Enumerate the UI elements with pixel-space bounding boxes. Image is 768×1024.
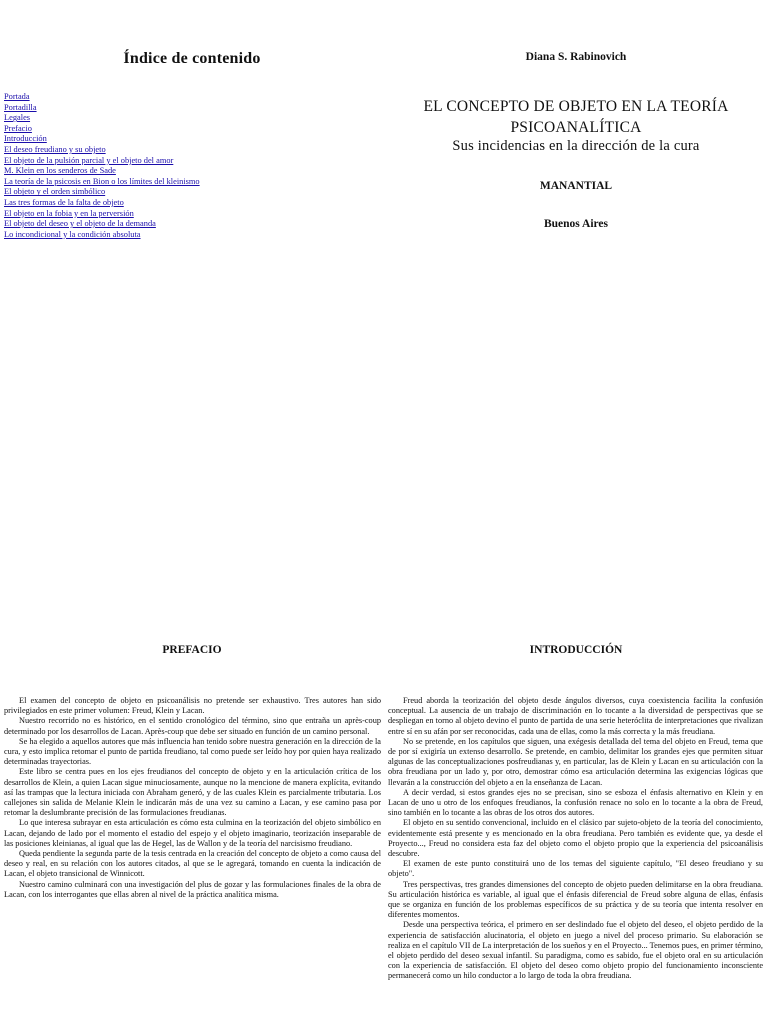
toc-item[interactable] xyxy=(4,187,374,198)
toc-item[interactable] xyxy=(4,198,374,209)
toc-item[interactable] xyxy=(4,134,374,145)
paragraph: Nuestro recorrido no es histórico, en el sentido cronológico del término, sino que entraña un après-coup determinado por los desarrollos de Lacan. Après-coup que debe ser situado en función de un camino personal. xyxy=(4,716,381,736)
book-title-line: PSICOANALÍTICA xyxy=(510,119,642,136)
publisher-city: Buenos Aires xyxy=(543,218,608,230)
paragraph: No se pretende, en los capítulos que siguen, una exégesis detallada del tema del objeto en Freud, tema que de por sí exigiría un extenso desarrollo. Se pretende, en cambio, delimitar los grandes ejes que permiten situar algunas de las conceptualizaciones posfreudianas y, en particular, las de Klein y Lacan en su articulación con la obra freudiana por un lado y, por otro, demostrar cómo esa articulación determina las exigencias lógicas que llevarán a la construcción del objeto a en la enseñanza de Lacan. xyxy=(388,736,763,787)
toc-link-incondicional[interactable]: Lo incondicional y la condición absoluta xyxy=(4,229,141,239)
toc-item[interactable] xyxy=(4,166,374,177)
toc-item[interactable] xyxy=(4,124,374,135)
toc-link-fobia-perversion[interactable]: El objeto en la fobia y en la perversión xyxy=(4,208,134,218)
toc-item[interactable] xyxy=(4,177,374,188)
toc-item[interactable] xyxy=(4,209,374,220)
toc-item[interactable] xyxy=(4,92,374,103)
toc-link-klein-sade[interactable]: M. Klein en los senderos de Sade xyxy=(4,166,116,176)
toc-link-pulsion-parcial[interactable]: El objeto de la pulsión parcial y el objeto del amor xyxy=(4,155,174,165)
book-subtitle: Sus incidencias en la dirección de la cura xyxy=(452,138,700,154)
prefacio-heading: PREFACIO xyxy=(162,644,222,656)
toc-link-orden-simbolico[interactable]: El objeto y el orden simbólico xyxy=(4,187,106,197)
paragraph: Tres perspectivas, tres grandes dimensiones del concepto de objeto pueden delimitarse en la obra freudiana. Su articulación histórica es variable, al igual que el énfasis diferencial de Freud sobre alguna de ellas, énfasis que se organiza en función de los problemas específicos de su práctica y de su teoría que intenta resolver en diferentes momentos. xyxy=(388,879,763,920)
toc-link-deseo-demanda[interactable]: El objeto del deseo y el objeto de la demanda xyxy=(4,219,156,229)
toc-item[interactable] xyxy=(4,145,374,156)
introduccion-heading: INTRODUCCIÓN xyxy=(529,644,623,656)
toc-list xyxy=(4,92,374,240)
toc-link-legales[interactable]: Legales xyxy=(4,113,31,123)
toc-link-deseo-freudiano[interactable]: El deseo freudiano y su objeto xyxy=(4,144,106,154)
paragraph: El objeto en su sentido convencional, incluido en el clásico par sujeto-objeto de la teoría del conocimiento, evidentemente está presente y es mencionado en la obra freudiana. Pero también es evidente que, ya desde el Proyecto..., Freud no considera esta faz del objeto como el objeto propio que la experiencia del psicoanálisis descubre. xyxy=(388,818,763,859)
paragraph: Queda pendiente la segunda parte de la tesis centrada en la creación del concepto de objeto a como causa del deseo y real, en su relación con los autores citados, al que se le agregará, tomando en cuenta la indicación de Lacan, el objeto transicional de Winnicott. xyxy=(4,849,381,879)
book-title xyxy=(384,96,768,138)
toc-link-falta-objeto[interactable]: Las tres formas de la falta de objeto xyxy=(4,197,124,207)
toc-item[interactable] xyxy=(4,219,374,230)
toc-link-portadilla[interactable]: Portadilla xyxy=(4,102,37,112)
toc-title: Índice de contenido xyxy=(123,50,261,67)
paragraph: A decir verdad, si estos grandes ejes no se precisan, sino se esboza el énfasis alternativo en Klein y en Lacan de uno u otro de los enfoques freudianos, la confusión renace no solo en lo tocante a la obra de Freud, sino también en lo tocante a las obras de los otros dos autores. xyxy=(388,787,763,818)
book-title-line: EL CONCEPTO DE OBJETO EN LA TEORÍA xyxy=(423,98,729,115)
paragraph: Lo que interesa subrayar en esta articulación es cómo esta culmina en la teorización del objeto simbólico en Lacan, dejando de lado por el momento el estadio del espejo y el objeto imaginario, teorización inseparable de las posiciones kleinianas, al igual que las de Hegel, las de Wallon y de la teoría del narcisismo freudiano. xyxy=(4,818,381,848)
toc-item[interactable] xyxy=(4,103,374,114)
paragraph: Freud aborda la teorización del objeto desde ángulos diversos, cuya coexistencia facilita la confusión conceptual. La ausencia de un trabajo de discriminación en lo tocante a la diversidad de perspectivas que se despliegan en torno al objeto devino el punto de partida de una serie heteróclita de interpretaciones que rivalizan entre sí en su afán por ser reconocidas, cada una de ellas, como la más correcta y la más freudiana. xyxy=(388,696,763,736)
toc-item[interactable] xyxy=(4,113,374,124)
paragraph: El examen de este punto constituirá uno de los temas del siguiente capítulo, "El deseo freudiano y su objeto". xyxy=(388,859,763,879)
paragraph: El examen del concepto de objeto en psicoanálisis no pretende ser exhaustivo. Tres autores han sido privilegiados en este primer volumen: Freud, Klein y Lacan. xyxy=(4,696,381,716)
toc-link-prefacio[interactable]: Prefacio xyxy=(4,123,32,133)
toc-item[interactable] xyxy=(4,156,374,167)
toc-link-introduccion[interactable]: Introducción xyxy=(4,134,47,144)
paragraph: Desde una perspectiva teórica, el primero en ser deslindado fue el objeto del deseo, el objeto perdido de la experiencia de satisfacción alucinatoria, el objeto en juego a nivel del proceso primario. Su elaboración se realiza en el capítulo VII de La interpretación de los sueños y en el Proyecto... Tenemos pues, en primer término, el objeto perdido del deseo sexual infantil. Su paradigma, como es sabido, fue el objeto oral en su articulación con la experiencia de satisfacción. El objeto del deseo como objeto propio del funcionamiento inconsciente permanecerá como un hilo conductor a lo largo de toda la obra freudiana. xyxy=(388,920,763,981)
toc-item[interactable] xyxy=(4,230,374,241)
paragraph: Se ha elegido a aquellos autores que más influencia han tenido sobre nuestra generación en la dirección de la cura, y esto implica retomar el punto de partida freudiano, tal como puede ser leído hoy por quien haya realizado determinadas trayectorias. xyxy=(4,736,381,767)
prefacio-body xyxy=(4,696,381,946)
paragraph: Nuestro camino culminará con una investigación del plus de gozar y las formulaciones finales de la obra de Lacan, con los interrogantes que ellas abren al nivel de la práctica analítica misma. xyxy=(4,879,381,899)
introduccion-body xyxy=(388,696,763,1024)
author-name: Diana S. Rabinovich xyxy=(525,51,627,63)
paragraph: Este libro se centra pues en los ejes freudianos del concepto de objeto y en la articulación crítica de los desarrollos de Klein, a quien Lacan sigue minuciosamente, aunque no la mencione de manera explícita, evitando así las trampas que la lectura iniciada con Abraham generó, y de las cuales Klein es parcialmente tributaria. Los callejones sin salida de Melanie Klein le indicarán más de una vez su camino a Lacan, y ese camino pasa por retomar la deslumbrante precisión de las formulaciones freudianas. xyxy=(4,767,381,818)
toc-link-portada[interactable]: Portada xyxy=(4,92,30,101)
toc-link-psicosis-bion[interactable]: La teoría de la psicosis en Bion o los límites del kleinismo xyxy=(4,176,200,186)
publisher-name: MANANTIAL xyxy=(539,180,613,192)
